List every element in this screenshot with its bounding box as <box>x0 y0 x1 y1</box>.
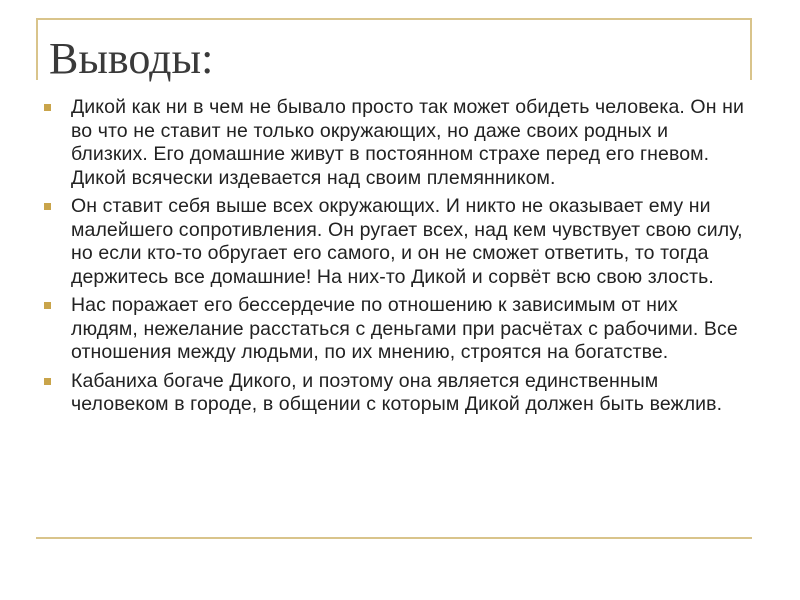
right-frame-line <box>750 18 752 80</box>
bullet-item <box>44 294 750 365</box>
square-bullet-icon <box>44 203 51 210</box>
bullet-text: Он ставит себя выше всех окружающих. И никто не оказывает ему ни малейшего сопротивления. Он ругает всех, над кем чувствует свою силу, но если кто-то обругает его самого, и он не сможет ответить, то тогда держитесь все домашние! На них-то Дикой и сорвёт всю свою злость. <box>71 195 743 288</box>
bullet-item <box>44 96 750 190</box>
bullet-item <box>44 370 750 417</box>
top-divider-line <box>36 18 752 20</box>
square-bullet-icon <box>44 302 51 309</box>
bullet-list <box>44 96 750 422</box>
bullet-text: Кабаниха богаче Дикого, и поэтому она является единственным человеком в городе, в общении с которым Дикой должен быть вежлив. <box>71 369 723 415</box>
bullet-text: Дикой как ни в чем не бывало просто так может обидеть человека. Он ни во что не ставит не только окружающих, но даже своих родных и близких. Его домашние живут в постоянном страхе перед его гневом. Дикой всячески издевается над своим племянником. <box>71 96 744 189</box>
left-frame-line <box>36 18 38 80</box>
square-bullet-icon <box>44 104 51 111</box>
bullet-text: Нас поражает его бессердечие по отношению к зависимым от них людям, нежелание расстаться с деньгами при расчётах с рабочими. Все отношения между людьми, по их мнению, строятся на богатстве. <box>71 294 738 363</box>
square-bullet-icon <box>44 378 51 385</box>
bullet-item <box>44 195 750 289</box>
slide-title: Выводы: <box>49 34 214 83</box>
bottom-divider-line <box>36 537 752 539</box>
